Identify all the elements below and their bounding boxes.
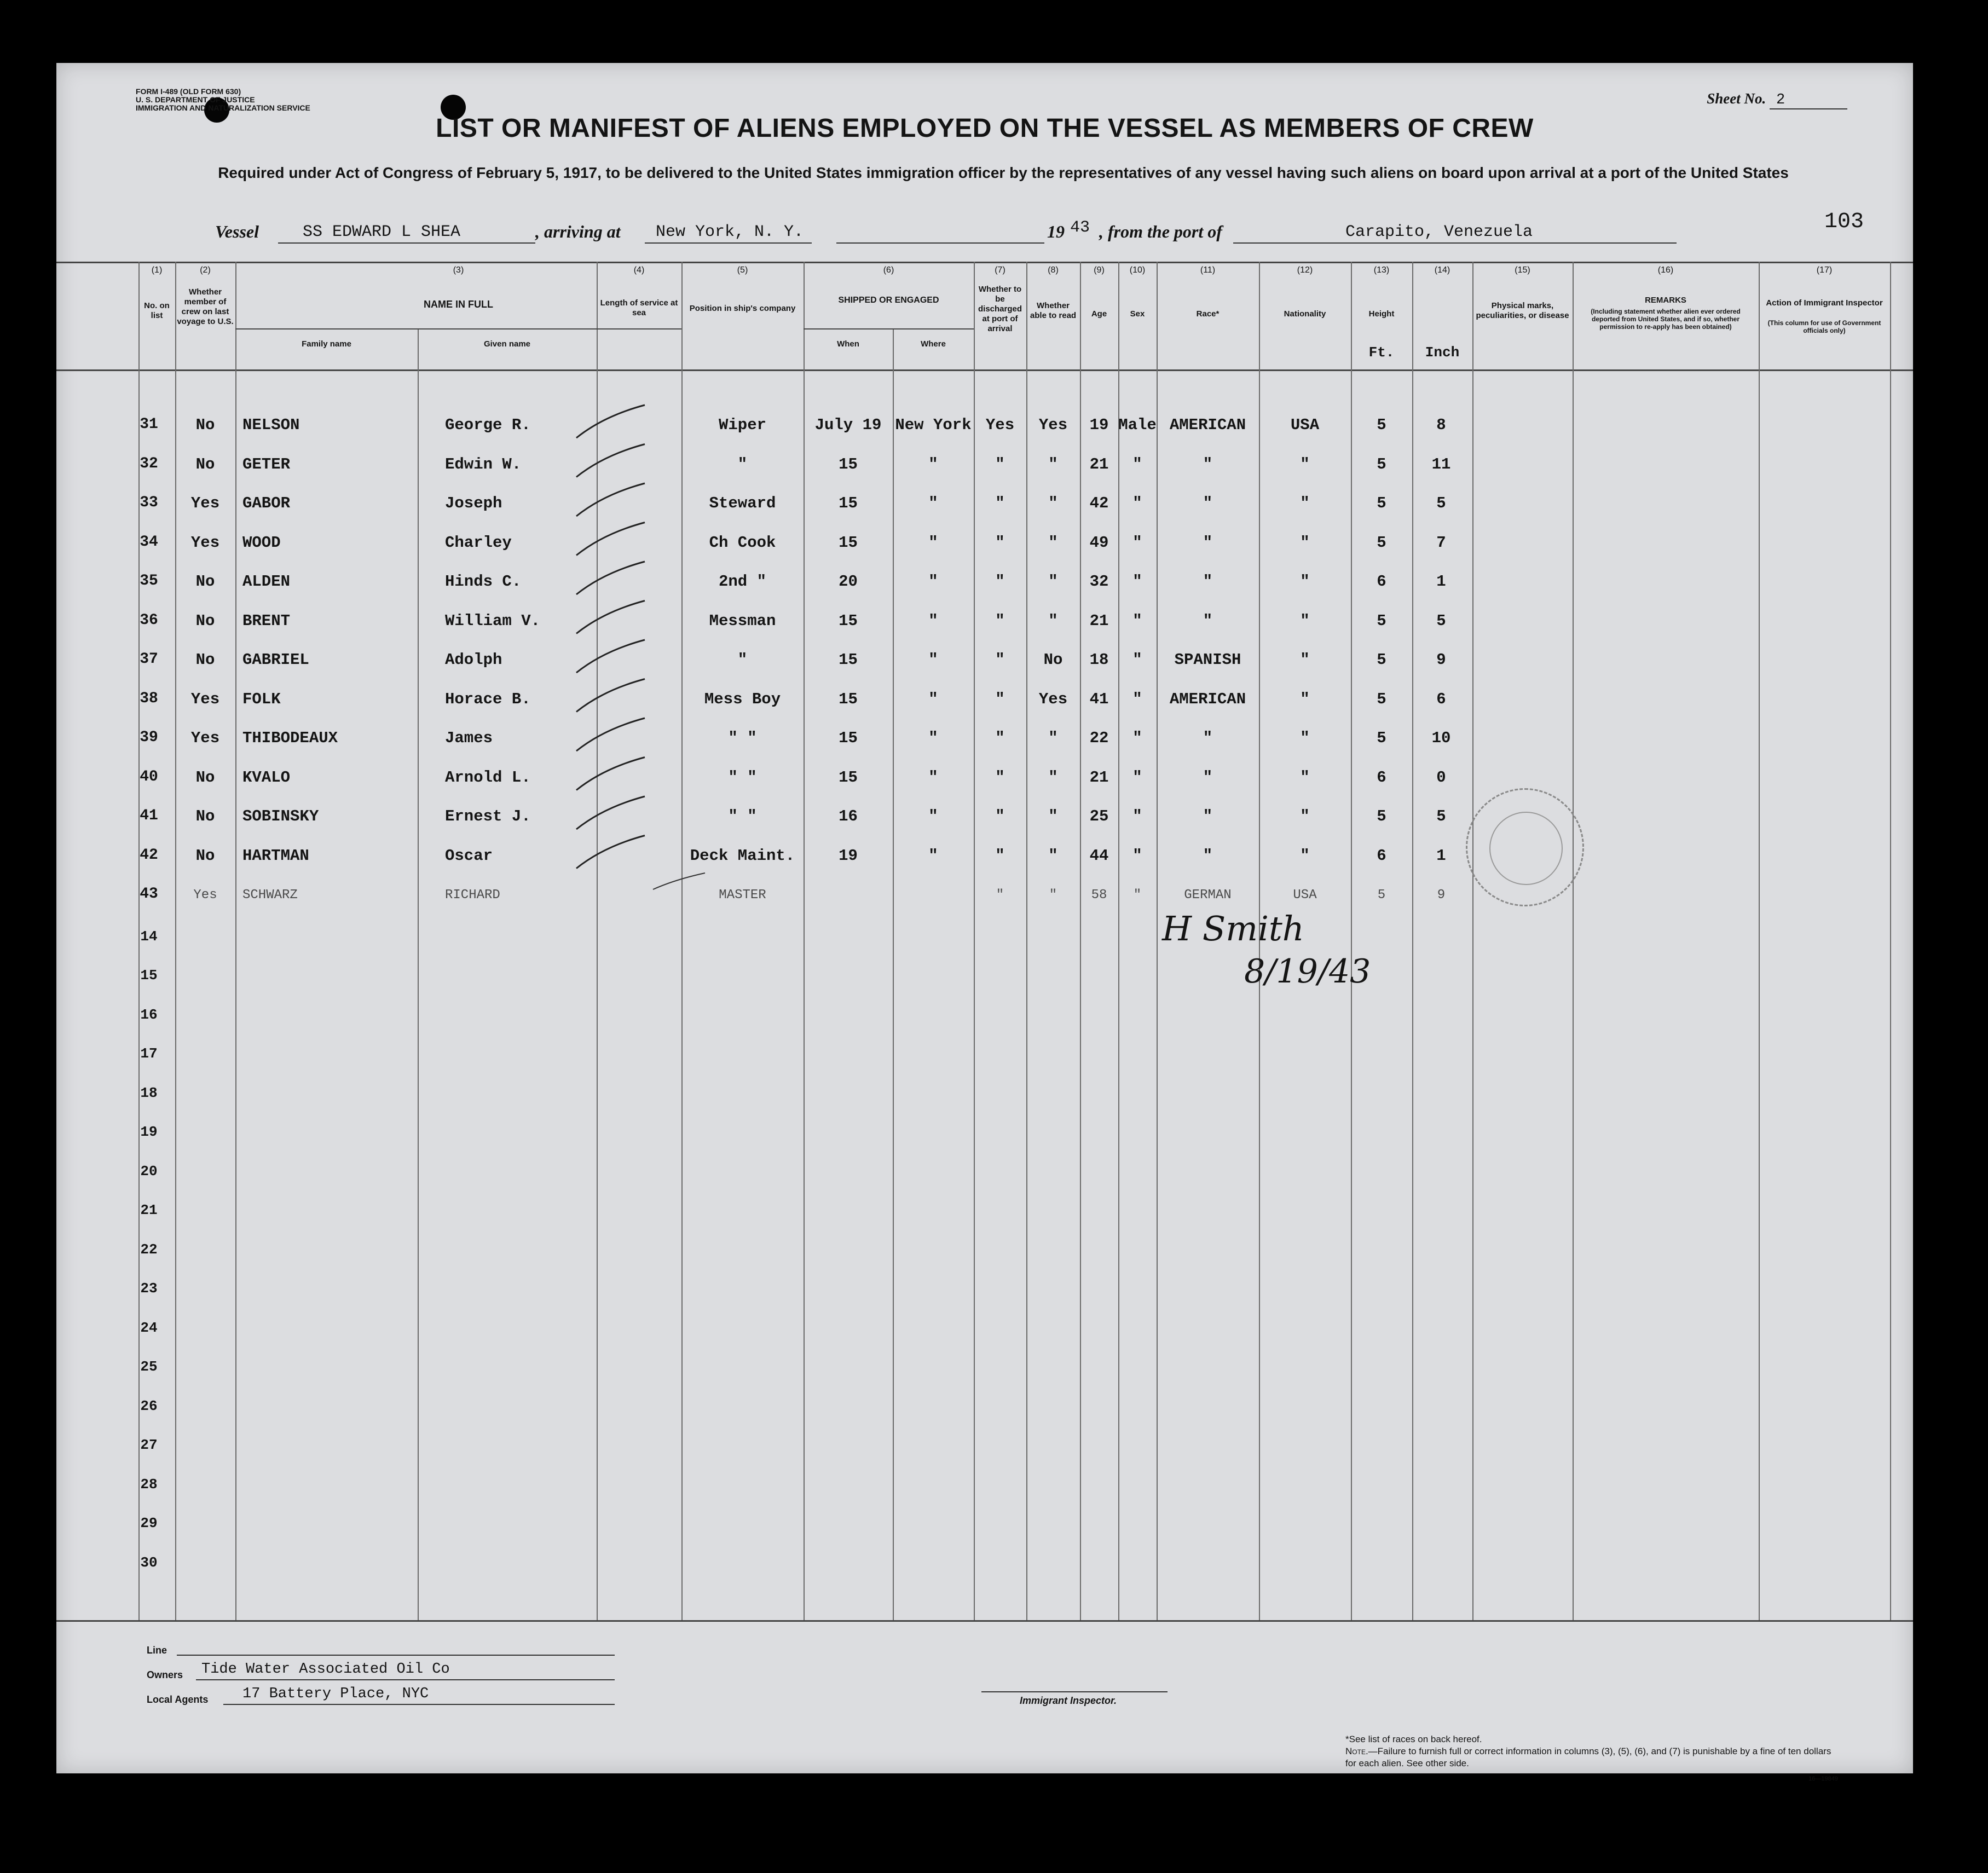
able-to-read: " — [1048, 611, 1058, 630]
year-prefix: 19 — [1047, 222, 1065, 241]
row-number: 33 — [140, 494, 158, 511]
nationality: " — [1300, 807, 1310, 825]
column-header-shipped: SHIPPED OR ENGAGED — [838, 296, 939, 305]
shipped-where: New York — [895, 416, 972, 434]
vessel-label: Vessel — [215, 222, 259, 241]
column-number: (4) — [633, 265, 645, 275]
height-feet: 5 — [1377, 455, 1386, 473]
shipped-where: " — [928, 494, 938, 512]
shipped-where: " — [928, 533, 938, 552]
nationality: " — [1300, 846, 1310, 865]
height-feet: 5 — [1377, 494, 1386, 512]
row-number: 35 — [140, 573, 158, 589]
column-number: (17) — [1816, 265, 1833, 275]
height-feet: 5 — [1377, 888, 1386, 903]
sex: " — [1132, 807, 1142, 825]
column-number: (8) — [1048, 265, 1059, 275]
height-feet: 5 — [1377, 690, 1386, 708]
member-last-voyage: Yes — [193, 888, 217, 903]
from-port-label: , from the port of — [1099, 222, 1222, 241]
able-to-read: " — [1049, 888, 1057, 903]
inspector-label: Immigrant Inspector. — [1020, 1695, 1117, 1706]
member-last-voyage: Yes — [190, 533, 220, 552]
vessel-name: SS EDWARD L SHEA — [303, 223, 461, 241]
column-number: (15) — [1515, 265, 1530, 275]
empty-row-number: 15 — [140, 967, 158, 984]
member-last-voyage: No — [195, 807, 215, 825]
able-to-read: " — [1048, 768, 1058, 787]
race: " — [1203, 611, 1213, 630]
note-text: —Failure to furnish full or correct information in columns (3), (5), (6), and (7) is punishable by a fine of ten dollars for each alien. See other side. — [1345, 1746, 1831, 1768]
page-number: 103 — [1824, 210, 1864, 234]
column-header-race: Race* — [1196, 309, 1220, 319]
form-title: LIST OR MANIFEST OF ALIENS EMPLOYED ON THE VESSEL AS MEMBERS OF CREW — [436, 114, 1534, 143]
column-number: (14) — [1434, 265, 1450, 275]
sex: " — [1132, 846, 1142, 865]
position: " — [737, 651, 748, 669]
column-number: (1) — [151, 265, 163, 275]
manifest-sheet — [56, 63, 1913, 1782]
nationality: " — [1300, 651, 1310, 669]
family-name: ALDEN — [242, 573, 291, 591]
age: 41 — [1089, 690, 1109, 708]
position: Ch Cook — [709, 533, 776, 552]
column-header-where: Where — [921, 339, 946, 349]
member-last-voyage: Yes — [190, 494, 220, 512]
column-header-action-note: (This column for use of Government officials only) — [1767, 319, 1881, 334]
sex: Male — [1118, 416, 1157, 434]
shipped-when: 15 — [839, 651, 858, 669]
family-name: THIBODEAUX — [242, 729, 338, 747]
position: Steward — [709, 494, 776, 512]
department-name: U. S. DEPARTMENT OF JUSTICE — [136, 95, 255, 104]
age: 58 — [1091, 888, 1107, 903]
able-to-read: " — [1048, 533, 1058, 552]
column-header-remarks-note: (Including statement whether alien ever ordered deported from United States, and if so, whether permission to re-apply has been obtained) — [1591, 308, 1741, 331]
height-feet: 5 — [1377, 611, 1386, 630]
column-header-age: Age — [1091, 309, 1107, 319]
shipped-when: 15 — [839, 455, 858, 473]
shipped-where: " — [928, 690, 938, 708]
column-number: (2) — [200, 265, 211, 275]
member-last-voyage: No — [195, 846, 215, 865]
shipped-where: " — [928, 651, 938, 669]
nationality: USA — [1293, 888, 1317, 903]
able-to-read: Yes — [1038, 416, 1068, 434]
race: SPANISH — [1174, 651, 1241, 669]
position: MASTER — [719, 888, 766, 903]
shipped-when: 15 — [839, 611, 858, 630]
position: 2nd " — [718, 573, 766, 591]
member-last-voyage: No — [195, 573, 215, 591]
height-feet: 5 — [1377, 533, 1386, 552]
race: " — [1203, 807, 1213, 825]
sex: " — [1132, 533, 1142, 552]
shipped-where: " — [928, 846, 938, 865]
sex: " — [1132, 768, 1142, 787]
discharged: " — [995, 846, 1005, 865]
discharged: " — [995, 611, 1005, 630]
discharged: " — [995, 768, 1005, 787]
empty-row-number: 26 — [140, 1397, 158, 1414]
shipped-where: " — [928, 768, 938, 787]
shipped-when: 15 — [839, 494, 858, 512]
empty-row-number: 25 — [140, 1358, 158, 1375]
column-header-inch: Inch — [1425, 344, 1460, 361]
year-suffix: 43 — [1070, 218, 1090, 237]
height-inch: 5 — [1436, 494, 1446, 512]
age: 44 — [1089, 846, 1109, 865]
age: 42 — [1089, 494, 1109, 512]
shipped-when: 15 — [839, 533, 858, 552]
race: " — [1203, 533, 1213, 552]
race: " — [1203, 455, 1213, 473]
height-feet: 5 — [1377, 416, 1386, 434]
given-name: Horace B. — [445, 690, 531, 708]
empty-row-number: 14 — [140, 928, 158, 945]
nationality: " — [1300, 768, 1310, 787]
position: " " — [728, 807, 757, 825]
empty-row-number: 27 — [140, 1437, 158, 1453]
column-header-physical-marks: Physical marks, peculiarities, or disease — [1476, 301, 1569, 320]
column-header-last-voyage: Whether member of crew on last voyage to U.S. — [177, 287, 234, 326]
column-header-length-service: Length of service at sea — [600, 298, 678, 317]
local-agents-value: 17 Battery Place, NYC — [242, 1686, 429, 1702]
arrival-port: New York, N. Y. — [656, 223, 804, 241]
column-header-when: When — [837, 339, 859, 349]
nationality: USA — [1290, 416, 1320, 434]
sex: " — [1133, 888, 1142, 903]
able-to-read: " — [1048, 494, 1058, 512]
shipped-where: " — [928, 807, 938, 825]
column-header-given-name: Given name — [483, 339, 531, 349]
member-last-voyage: Yes — [190, 729, 220, 747]
given-name: Ernest J. — [445, 807, 531, 825]
able-to-read: " — [1048, 455, 1058, 473]
column-number: (9) — [1094, 265, 1105, 275]
row-number: 37 — [140, 651, 158, 668]
nationality: " — [1300, 729, 1310, 747]
column-number: (16) — [1657, 265, 1674, 275]
local-agents-label: Local Agents — [147, 1694, 209, 1705]
empty-row-number: 18 — [140, 1084, 158, 1101]
family-name: FOLK — [242, 690, 281, 708]
service-checkmarks — [56, 63, 1913, 1773]
owners-label: Owners — [147, 1669, 183, 1680]
member-last-voyage: No — [195, 611, 215, 630]
member-last-voyage: No — [195, 455, 215, 473]
able-to-read: " — [1048, 573, 1058, 591]
row-number: 34 — [140, 533, 158, 551]
empty-row-number: 21 — [140, 1202, 158, 1218]
height-inch: 1 — [1436, 573, 1446, 591]
family-name: SOBINSKY — [242, 807, 319, 825]
height-feet: 5 — [1377, 729, 1386, 747]
given-name: Adolph — [445, 651, 502, 669]
empty-row-number: 28 — [140, 1476, 158, 1493]
age: 21 — [1089, 611, 1109, 630]
discharged: " — [995, 690, 1005, 708]
column-number: (7) — [995, 265, 1005, 275]
race: " — [1203, 768, 1213, 787]
discharged: " — [995, 651, 1005, 669]
age: 25 — [1089, 807, 1109, 825]
consulate-stamp — [1466, 788, 1584, 906]
column-number: (13) — [1373, 265, 1390, 275]
row-number: 32 — [140, 455, 158, 472]
empty-row-number: 24 — [140, 1319, 158, 1336]
owners-value: Tide Water Associated Oil Co — [201, 1661, 450, 1678]
member-last-voyage: No — [195, 768, 215, 787]
sex: " — [1132, 455, 1142, 473]
family-name: GABOR — [242, 494, 291, 512]
given-name: Joseph — [445, 494, 502, 512]
column-header-family-name: Family name — [302, 339, 351, 349]
sex: " — [1132, 690, 1142, 708]
shipped-when: 20 — [839, 573, 858, 591]
age: 19 — [1089, 416, 1109, 434]
discharged: " — [995, 533, 1005, 552]
member-last-voyage: Yes — [190, 690, 220, 708]
race: " — [1203, 494, 1213, 512]
column-header-action: Action of Immigrant Inspector — [1766, 298, 1883, 308]
column-header-nationality: Nationality — [1284, 309, 1326, 319]
column-header-no: No. on list — [144, 301, 170, 320]
family-name: SCHWARZ — [242, 888, 298, 903]
height-feet: 6 — [1377, 846, 1386, 865]
column-header-position: Position in ship's company — [689, 304, 796, 313]
row-number: 40 — [140, 768, 158, 785]
able-to-read: No — [1043, 651, 1063, 669]
sex: " — [1132, 729, 1142, 747]
column-number: (11) — [1200, 265, 1216, 275]
empty-row-number: 30 — [140, 1554, 158, 1571]
row-number: 39 — [140, 729, 158, 746]
empty-row-number: 29 — [140, 1515, 158, 1531]
shipped-when: 16 — [839, 807, 858, 825]
row-number: 41 — [140, 807, 158, 824]
print-code: 16—19849 — [1808, 1776, 1838, 1782]
form-subtitle: Required under Act of Congress of February 5, 1917, to be delivered to the United States immigration officer by the representatives of any vessel having such aliens on board upon arrival at a port of the United States — [218, 164, 1789, 181]
note-label: Note. — [1345, 1746, 1368, 1756]
position: " " — [728, 768, 757, 787]
departure-port: Carapito, Venezuela — [1345, 223, 1533, 241]
height-feet: 6 — [1377, 573, 1386, 591]
column-header-sex: Sex — [1130, 309, 1145, 319]
age: 18 — [1089, 651, 1109, 669]
arriving-label: , arriving at — [535, 222, 621, 241]
family-name: WOOD — [242, 533, 281, 552]
height-inch: 8 — [1436, 416, 1446, 434]
race: " — [1203, 729, 1213, 747]
discharged: " — [995, 729, 1005, 747]
races-note: *See list of races on back hereof. — [1345, 1734, 1482, 1744]
age: 21 — [1089, 455, 1109, 473]
age: 49 — [1089, 533, 1109, 552]
column-number: (5) — [737, 265, 748, 275]
able-to-read: " — [1048, 846, 1058, 865]
race: " — [1203, 846, 1213, 865]
height-inch: 0 — [1436, 768, 1446, 787]
shipped-where: " — [928, 573, 938, 591]
height-inch: 1 — [1436, 846, 1446, 865]
shipped-when: 15 — [839, 768, 858, 787]
shipped-where: " — [928, 729, 938, 747]
discharged: " — [995, 573, 1005, 591]
given-name: Arnold L. — [445, 768, 531, 787]
given-name: Charley — [445, 533, 512, 552]
height-feet: 6 — [1377, 768, 1386, 787]
nationality: " — [1300, 690, 1310, 708]
position: Wiper — [718, 416, 766, 434]
discharged: " — [995, 455, 1005, 473]
nationality: " — [1300, 573, 1310, 591]
column-header-feet: Ft. — [1368, 344, 1395, 361]
column-header-height: Height — [1368, 309, 1395, 319]
age: 22 — [1089, 729, 1109, 747]
height-inch: 9 — [1437, 888, 1446, 903]
family-name: BRENT — [242, 611, 291, 630]
race: AMERICAN — [1169, 690, 1246, 708]
empty-row-number: 17 — [140, 1045, 158, 1062]
inspector-signature: H Smith — [1162, 909, 1304, 949]
row-number: 38 — [140, 690, 158, 707]
column-header-name: NAME IN FULL — [424, 299, 493, 310]
column-header-discharged: Whether to be discharged at port of arrival — [978, 285, 1022, 333]
line-label: Line — [147, 1645, 167, 1656]
position: Messman — [709, 611, 776, 630]
column-number: (10) — [1129, 265, 1146, 275]
height-inch: 5 — [1436, 611, 1446, 630]
age: 32 — [1089, 573, 1109, 591]
able-to-read: " — [1048, 807, 1058, 825]
height-inch: 5 — [1436, 807, 1446, 825]
row-number: 42 — [140, 846, 158, 864]
age: 21 — [1089, 768, 1109, 787]
column-number: (12) — [1297, 265, 1313, 275]
given-name: James — [445, 729, 493, 747]
nationality: " — [1300, 533, 1310, 552]
family-name: GABRIEL — [242, 651, 309, 669]
empty-row-number: 22 — [140, 1241, 158, 1258]
member-last-voyage: No — [195, 416, 215, 434]
column-number: (3) — [453, 265, 464, 275]
nationality: " — [1300, 611, 1310, 630]
column-header-remarks: REMARKS — [1645, 296, 1686, 305]
discharged: " — [996, 888, 1004, 903]
sheet-number-label: Sheet No. — [1707, 90, 1766, 107]
shipped-when: 15 — [839, 729, 858, 747]
shipped-when: 19 — [839, 846, 858, 865]
sex: " — [1132, 651, 1142, 669]
given-name: Oscar — [445, 846, 493, 865]
manifest-table — [56, 63, 1913, 1773]
family-name: GETER — [242, 455, 291, 473]
race: AMERICAN — [1169, 416, 1246, 434]
empty-row-number: 23 — [140, 1280, 158, 1297]
empty-row-number: 16 — [140, 1006, 158, 1023]
race: GERMAN — [1184, 888, 1232, 903]
discharged: Yes — [985, 416, 1015, 434]
member-last-voyage: No — [195, 651, 215, 669]
given-name: RICHARD — [445, 888, 500, 903]
height-inch: 10 — [1431, 729, 1451, 747]
row-number: 36 — [140, 611, 158, 629]
given-name: Hinds C. — [445, 573, 522, 591]
height-inch: 11 — [1431, 455, 1451, 473]
height-inch: 6 — [1436, 690, 1446, 708]
shipped-when: July 19 — [814, 416, 882, 434]
shipped-when: 15 — [839, 690, 858, 708]
position: Deck Maint. — [690, 846, 795, 865]
height-feet: 5 — [1377, 807, 1386, 825]
given-name: Edwin W. — [445, 455, 522, 473]
shipped-where: " — [928, 611, 938, 630]
discharged: " — [995, 494, 1005, 512]
sex: " — [1132, 573, 1142, 591]
able-to-read: " — [1048, 729, 1058, 747]
given-name: William V. — [445, 611, 541, 630]
height-inch: 9 — [1436, 651, 1446, 669]
form-number: FORM I-489 (OLD FORM 630) — [136, 87, 241, 96]
empty-row-number: 20 — [140, 1163, 158, 1180]
column-header-able-to-read: Whether able to read — [1030, 301, 1077, 320]
sex: " — [1132, 611, 1142, 630]
able-to-read: Yes — [1038, 690, 1068, 708]
given-name: George R. — [445, 416, 531, 434]
service-name: IMMIGRATION AND NATURALIZATION SERVICE — [136, 103, 310, 112]
position: Mess Boy — [704, 690, 781, 708]
race: " — [1203, 573, 1213, 591]
height-inch: 7 — [1436, 533, 1446, 552]
footer-note — [1345, 1733, 1838, 1782]
discharged: " — [995, 807, 1005, 825]
nationality: " — [1300, 455, 1310, 473]
position: " " — [728, 729, 757, 747]
nationality: " — [1300, 494, 1310, 512]
family-name: KVALO — [242, 768, 291, 787]
height-feet: 5 — [1377, 651, 1386, 669]
sheet-number-value: 2 — [1770, 92, 1847, 109]
signature-date: 8/19/43 — [1244, 952, 1371, 991]
family-name: HARTMAN — [242, 846, 309, 865]
empty-row-number: 19 — [140, 1124, 158, 1140]
column-number: (6) — [883, 265, 894, 275]
row-number: 31 — [140, 416, 158, 433]
row-number: 43 — [140, 886, 158, 903]
shipped-where: " — [928, 455, 938, 473]
sex: " — [1132, 494, 1142, 512]
position: " — [737, 455, 748, 473]
family-name: NELSON — [242, 416, 300, 434]
